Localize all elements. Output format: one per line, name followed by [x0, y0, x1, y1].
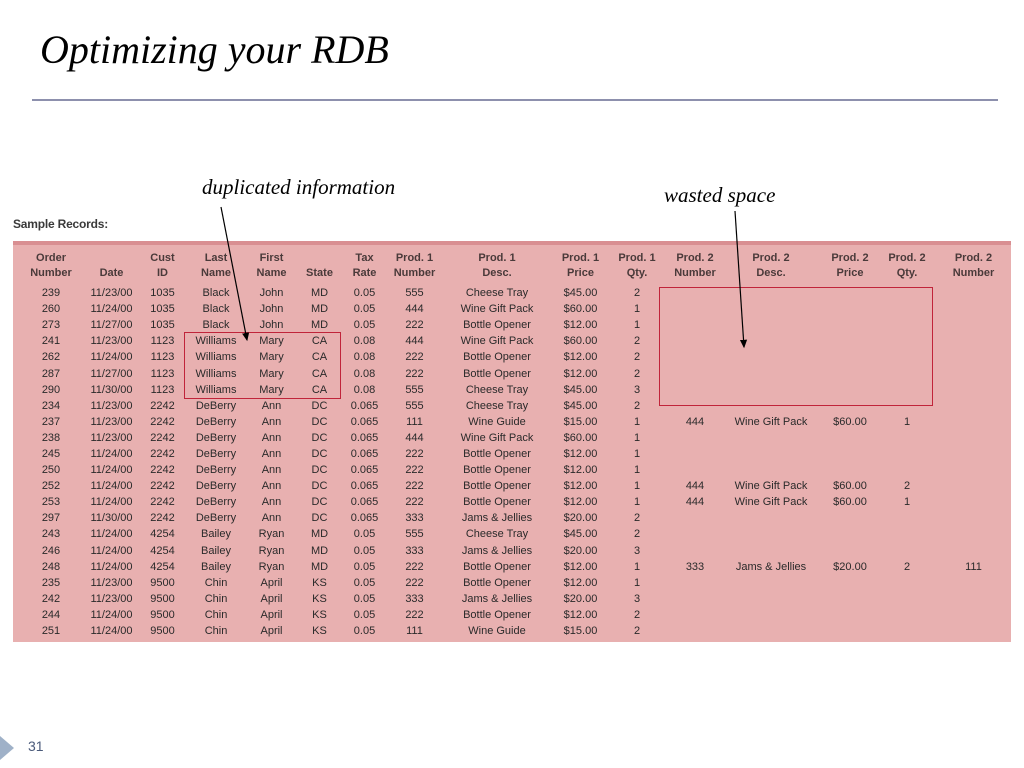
table-cell: 11/30/00 — [90, 512, 133, 525]
table-cell: 11/24/00 — [90, 544, 133, 557]
table-cell: 11/23/00 — [90, 592, 133, 605]
table-cell: 11/24/00 — [90, 608, 133, 621]
table-cell: $12.00 — [563, 367, 598, 380]
table-cell: Wine Gift Pack — [734, 415, 808, 428]
table-cell: 11/23/00 — [90, 576, 133, 589]
table-cell: DC — [311, 447, 328, 460]
table-cell: KS — [312, 625, 327, 638]
table-cell: CA — [311, 335, 328, 348]
table-cell: 260 — [41, 303, 61, 316]
table-cell: Ann — [261, 512, 282, 525]
table-cell: 2242 — [150, 480, 175, 493]
table-cell: $12.00 — [563, 560, 598, 573]
table-cell: 1035 — [150, 303, 175, 316]
annotation-duplicated-information: duplicated information — [202, 175, 396, 199]
table-cell: $60.00 — [833, 480, 867, 493]
table-cell: Cheese Tray — [465, 383, 529, 396]
table-cell: Williams — [195, 367, 237, 380]
table-cell: Cheese Tray — [465, 287, 529, 300]
table-cell: Bailey — [201, 528, 231, 541]
table-cell: 0.065 — [350, 431, 379, 444]
table-cell: KS — [312, 608, 327, 621]
table-cell: April — [260, 592, 283, 605]
column-header: Prod. 2 Qty. — [888, 252, 926, 279]
table-cell: 1 — [633, 319, 641, 332]
table-cell: Mary — [259, 351, 284, 364]
table-cell: 222 — [405, 496, 424, 509]
table-cell: $20.00 — [833, 560, 867, 573]
table-cell: 555 — [405, 399, 424, 412]
table-cell: 241 — [41, 335, 61, 348]
table-cell: Ann — [261, 464, 282, 477]
table-cell: Bottle Opener — [463, 319, 531, 332]
table-cell: 444 — [685, 496, 705, 509]
table-cell: 2 — [633, 608, 641, 621]
table-cell: 0.065 — [350, 496, 379, 509]
table-cell: DeBerry — [195, 447, 237, 460]
table-cell: DeBerry — [195, 415, 237, 428]
table-cell: Wine Gift Pack — [734, 480, 808, 493]
table-cell: Mary — [259, 335, 284, 348]
table-cell: Jams & Jellies — [461, 512, 533, 525]
table-cell: $45.00 — [563, 383, 598, 396]
table-cell: 290 — [41, 383, 61, 396]
table-cell: 287 — [41, 367, 61, 380]
table-cell: 444 — [405, 303, 424, 316]
table-cell: 444 — [405, 335, 424, 348]
table-cell: Ann — [261, 399, 282, 412]
table-cell: 2 — [633, 335, 641, 348]
table-cell: DC — [311, 464, 328, 477]
table-cell: 9500 — [150, 608, 175, 621]
table-cell: Ryan — [258, 528, 285, 541]
table-cell: 222 — [405, 576, 424, 589]
table-cell: 246 — [41, 544, 61, 557]
table-cell: Williams — [195, 351, 237, 364]
table-cell: MD — [310, 528, 329, 541]
table-cell: 9500 — [150, 592, 175, 605]
duplicated-arrow — [221, 207, 247, 340]
table-cell: 2 — [633, 625, 641, 638]
table-cell: 250 — [41, 464, 61, 477]
table-cell: 0.05 — [353, 592, 376, 605]
column-header: Tax Rate — [352, 252, 377, 279]
table-cell: $12.00 — [563, 464, 598, 477]
table-cell: $60.00 — [563, 303, 598, 316]
table-cell: $12.00 — [563, 496, 598, 509]
table-cell: 9500 — [150, 625, 175, 638]
table-cell: Wine Guide — [468, 415, 526, 428]
table-cell: 2242 — [150, 399, 175, 412]
table-cell: 4254 — [150, 544, 175, 557]
table-cell: 11/27/00 — [90, 319, 133, 332]
table-cell: 1 — [633, 464, 641, 477]
table-cell: $12.00 — [563, 480, 598, 493]
table-cell: 239 — [41, 287, 61, 300]
table-cell: 0.05 — [353, 560, 376, 573]
table-cell: $12.00 — [563, 447, 598, 460]
table-cell: $12.00 — [563, 351, 598, 364]
table-cell: 1035 — [150, 319, 175, 332]
table-cell: 2242 — [150, 512, 175, 525]
table-cell: 245 — [41, 447, 61, 460]
table-cell: 2 — [633, 367, 641, 380]
table-cell: $15.00 — [563, 625, 598, 638]
table-cell: 11/24/00 — [90, 496, 133, 509]
column-header: State — [306, 267, 333, 279]
table-cell: 11/24/00 — [90, 447, 133, 460]
table-cell: 444 — [405, 431, 424, 444]
table-cell: Wine Gift Pack — [460, 431, 534, 444]
table-cell: Ann — [261, 480, 282, 493]
table-cell: Bottle Opener — [463, 496, 531, 509]
table-cell: 111 — [406, 625, 423, 638]
table-cell: 11/23/00 — [90, 399, 133, 412]
column-header: Prod. 1 Price — [561, 252, 600, 279]
table-cell: 1 — [633, 431, 641, 444]
table-cell: DeBerry — [195, 496, 237, 509]
table-cell: $20.00 — [563, 592, 598, 605]
table-cell: 235 — [41, 576, 61, 589]
table-cell: 1 — [633, 480, 641, 493]
table-cell: Wine Guide — [468, 625, 526, 638]
table-cell: DC — [311, 431, 328, 444]
table-cell: $60.00 — [833, 496, 867, 509]
table-cell: Jams & Jellies — [735, 560, 807, 573]
table-cell: 0.065 — [350, 464, 379, 477]
table-cell: Cheese Tray — [465, 528, 529, 541]
table-cell: 222 — [405, 367, 424, 380]
table-cell: 1 — [633, 496, 641, 509]
table-cell: 0.05 — [353, 608, 376, 621]
table-cell: Ann — [261, 415, 282, 428]
table-cell: Wine Gift Pack — [734, 496, 808, 509]
table-cell: 0.065 — [350, 415, 379, 428]
table-cell: John — [259, 303, 284, 316]
table-cell: $12.00 — [563, 319, 598, 332]
column-header: Order Number — [30, 252, 72, 279]
table-cell: 11/23/00 — [90, 431, 133, 444]
table-cell: DC — [311, 415, 328, 428]
sample-records-label: Sample Records: — [13, 217, 109, 231]
table-cell: MD — [310, 544, 329, 557]
table-cell: 2 — [633, 351, 641, 364]
table-cell: 2242 — [150, 464, 175, 477]
table-cell: MD — [310, 303, 329, 316]
table-cell: DeBerry — [195, 399, 237, 412]
table-cell: CA — [311, 351, 328, 364]
table-cell: 2242 — [150, 415, 175, 428]
table-cell: 11/24/00 — [90, 351, 133, 364]
table-cell: Wine Gift Pack — [460, 335, 534, 348]
table-cell: 4254 — [150, 528, 175, 541]
table-cell: 0.08 — [353, 335, 376, 348]
table-cell: 2 — [633, 399, 641, 412]
table-cell: Chin — [204, 576, 228, 589]
table-cell: 2242 — [150, 496, 175, 509]
table-cell: 11/24/00 — [90, 464, 133, 477]
table-cell: 0.08 — [353, 351, 376, 364]
table-cell: 0.065 — [350, 447, 379, 460]
column-header: Prod. 1 Qty. — [618, 252, 656, 279]
table-cell: 111 — [965, 560, 982, 573]
table-cell: 1035 — [150, 287, 175, 300]
table-cell: 555 — [405, 383, 424, 396]
table-cell: Bailey — [201, 544, 231, 557]
table-cell: 222 — [405, 560, 424, 573]
table-cell: Black — [202, 319, 230, 332]
table-cell: MD — [310, 287, 329, 300]
table-cell: Black — [202, 303, 230, 316]
table-cell: 0.05 — [353, 528, 376, 541]
table-cell: 1 — [633, 576, 641, 589]
table-cell: CA — [311, 383, 328, 396]
table-cell: 252 — [41, 480, 61, 493]
column-header: Prod. 2 Number — [952, 252, 995, 279]
table-cell: 11/23/00 — [90, 415, 133, 428]
column-header: Prod. 1 Desc. — [478, 252, 516, 279]
table-cell: 0.05 — [353, 303, 376, 316]
table-cell: DeBerry — [195, 464, 237, 477]
table-cell: Bottle Opener — [463, 464, 531, 477]
column-header: Date — [99, 267, 124, 279]
table-cell: 222 — [405, 464, 424, 477]
column-header: First Name — [256, 252, 287, 279]
table-cell: Bottle Opener — [463, 576, 531, 589]
table-cell: 11/24/00 — [90, 625, 133, 638]
table-cell: 273 — [41, 319, 61, 332]
table-cell: 11/24/00 — [90, 303, 133, 316]
table-cell: 11/23/00 — [90, 287, 133, 300]
table-cell: 243 — [41, 528, 61, 541]
table-cell: 555 — [405, 287, 424, 300]
table-cell: 11/24/00 — [90, 480, 133, 493]
table-cell: KS — [312, 592, 327, 605]
table-cell: MD — [310, 319, 329, 332]
table-cell: 2242 — [150, 431, 175, 444]
table-cell: $12.00 — [563, 576, 598, 589]
table-cell: DC — [311, 496, 328, 509]
table-cell: 234 — [41, 399, 61, 412]
table-cell: 242 — [41, 592, 61, 605]
table-cell: Chin — [204, 625, 228, 638]
table-cell: 4254 — [150, 560, 175, 573]
table-cell: Williams — [195, 335, 237, 348]
table-cell: KS — [312, 576, 327, 589]
table-cell: 0.05 — [353, 625, 376, 638]
table-cell: 0.065 — [350, 512, 379, 525]
table-cell: 0.08 — [353, 383, 376, 396]
table-cell: 0.065 — [350, 399, 379, 412]
table-cell: Wine Gift Pack — [460, 303, 534, 316]
table-cell: $60.00 — [833, 415, 867, 428]
table-cell: 11/27/00 — [90, 367, 133, 380]
column-header: Last Name — [201, 252, 231, 279]
table-cell: John — [259, 287, 284, 300]
table-cell: 2 — [903, 560, 911, 573]
table-cell: DeBerry — [195, 431, 237, 444]
table-cell: 1 — [633, 415, 641, 428]
table-cell: Jams & Jellies — [461, 592, 533, 605]
table-cell: Chin — [204, 592, 228, 605]
table-cell: 222 — [405, 447, 424, 460]
table-cell: Mary — [259, 367, 284, 380]
table-cell: 2242 — [150, 447, 175, 460]
column-header: Prod. 2 Number — [674, 252, 716, 279]
table-cell: 11/23/00 — [90, 335, 133, 348]
table-cell: 9500 — [150, 576, 175, 589]
table-cell: 1 — [633, 560, 641, 573]
table-cell: DC — [311, 512, 328, 525]
column-header: Prod. 2 Desc. — [752, 252, 790, 279]
table-cell: 11/30/00 — [90, 383, 133, 396]
table-cell: $60.00 — [563, 335, 598, 348]
table-cell: John — [259, 319, 284, 332]
table-cell: Ryan — [258, 560, 285, 573]
table-cell: 0.05 — [353, 319, 376, 332]
table-cell: 3 — [633, 544, 641, 557]
table-cell: $45.00 — [563, 528, 598, 541]
table-cell: MD — [310, 560, 329, 573]
table-cell: 248 — [41, 560, 61, 573]
table-cell: 333 — [405, 512, 424, 525]
table-cell: Ann — [261, 431, 282, 444]
table-cell: 333 — [685, 560, 705, 573]
table-cell: 237 — [41, 415, 61, 428]
table-cell: $45.00 — [563, 287, 598, 300]
table-cell: 444 — [685, 480, 705, 493]
slide-title: Optimizing your RDB — [40, 27, 389, 72]
table-cell: 0.08 — [353, 367, 376, 380]
table-cell: CA — [311, 367, 328, 380]
table-cell: DeBerry — [195, 480, 237, 493]
table-cell: 1123 — [150, 351, 175, 364]
column-header: Prod. 2 Price — [831, 252, 869, 279]
table-cell: 262 — [41, 351, 61, 364]
table-cell: 0.05 — [353, 287, 376, 300]
table-cell: April — [260, 625, 283, 638]
table-cell: 333 — [405, 592, 424, 605]
table-cell: 222 — [405, 480, 424, 493]
table-cell: 1123 — [150, 383, 175, 396]
table-cell: Bailey — [201, 560, 231, 573]
table-cell: 1123 — [150, 367, 175, 380]
table-cell: $45.00 — [563, 399, 598, 412]
table-cell: Cheese Tray — [465, 399, 529, 412]
wasted-space-arrow — [735, 211, 744, 347]
table-cell: $15.00 — [563, 415, 598, 428]
table-cell: 444 — [685, 415, 705, 428]
annotation-wasted-space: wasted space — [664, 183, 776, 207]
table-cell: 222 — [405, 608, 424, 621]
table-cell: 0.065 — [350, 480, 379, 493]
table-cell: 244 — [41, 608, 61, 621]
table-cell: 2 — [903, 480, 911, 493]
column-header: Prod. 1 Number — [393, 252, 436, 279]
table-cell: $20.00 — [563, 512, 598, 525]
table-cell: Chin — [204, 608, 228, 621]
table-cell: 555 — [405, 528, 424, 541]
table-cell: 333 — [405, 544, 424, 557]
column-header: Cust ID — [150, 252, 175, 279]
table-cell: 253 — [41, 496, 61, 509]
table-cell: Williams — [195, 383, 237, 396]
table-cell: Mary — [259, 383, 284, 396]
table-cell: 3 — [633, 383, 641, 396]
table-cell: 111 — [406, 415, 423, 428]
page-number: 31 — [28, 738, 44, 754]
table-cell: 297 — [41, 512, 61, 525]
table-cell: 251 — [41, 625, 61, 638]
table-cell: 0.05 — [353, 544, 376, 557]
table-cell: April — [260, 608, 283, 621]
table-cell: 1 — [903, 496, 911, 509]
table-cell: Bottle Opener — [463, 367, 531, 380]
table-cell: 2 — [633, 528, 641, 541]
footer-triangle-icon — [0, 736, 14, 760]
table-cell: Ryan — [258, 544, 285, 557]
table-cell: DeBerry — [195, 512, 237, 525]
table-cell: April — [260, 576, 283, 589]
table-cell: 11/24/00 — [90, 528, 133, 541]
table-cell: Ann — [261, 447, 282, 460]
table-cell: 1123 — [150, 335, 175, 348]
table-cell: $20.00 — [563, 544, 598, 557]
table-cell: Jams & Jellies — [461, 544, 533, 557]
table-cell: $12.00 — [563, 608, 598, 621]
table-cell: $60.00 — [563, 431, 598, 444]
table-cell: DC — [311, 399, 328, 412]
table-cell: 222 — [405, 351, 424, 364]
table-cell: Bottle Opener — [463, 480, 531, 493]
table-cell: 3 — [633, 592, 641, 605]
table-cell: Ann — [261, 496, 282, 509]
table-cell: 11/24/00 — [90, 560, 133, 573]
table-cell: 1 — [903, 415, 911, 428]
table-cell: 0.05 — [353, 576, 376, 589]
table-cell: 238 — [41, 431, 61, 444]
table-cell: 2 — [633, 512, 641, 525]
table-cell: DC — [311, 480, 328, 493]
table-cell: Bottle Opener — [463, 447, 531, 460]
table-cell: Bottle Opener — [463, 560, 531, 573]
table-cell: Bottle Opener — [463, 608, 531, 621]
table-cell: Bottle Opener — [463, 351, 531, 364]
table-cell: 1 — [633, 447, 641, 460]
table-cell: 1 — [633, 303, 641, 316]
table-cell: 222 — [405, 319, 424, 332]
table-cell: 2 — [633, 287, 641, 300]
table-cell: Black — [202, 287, 230, 300]
